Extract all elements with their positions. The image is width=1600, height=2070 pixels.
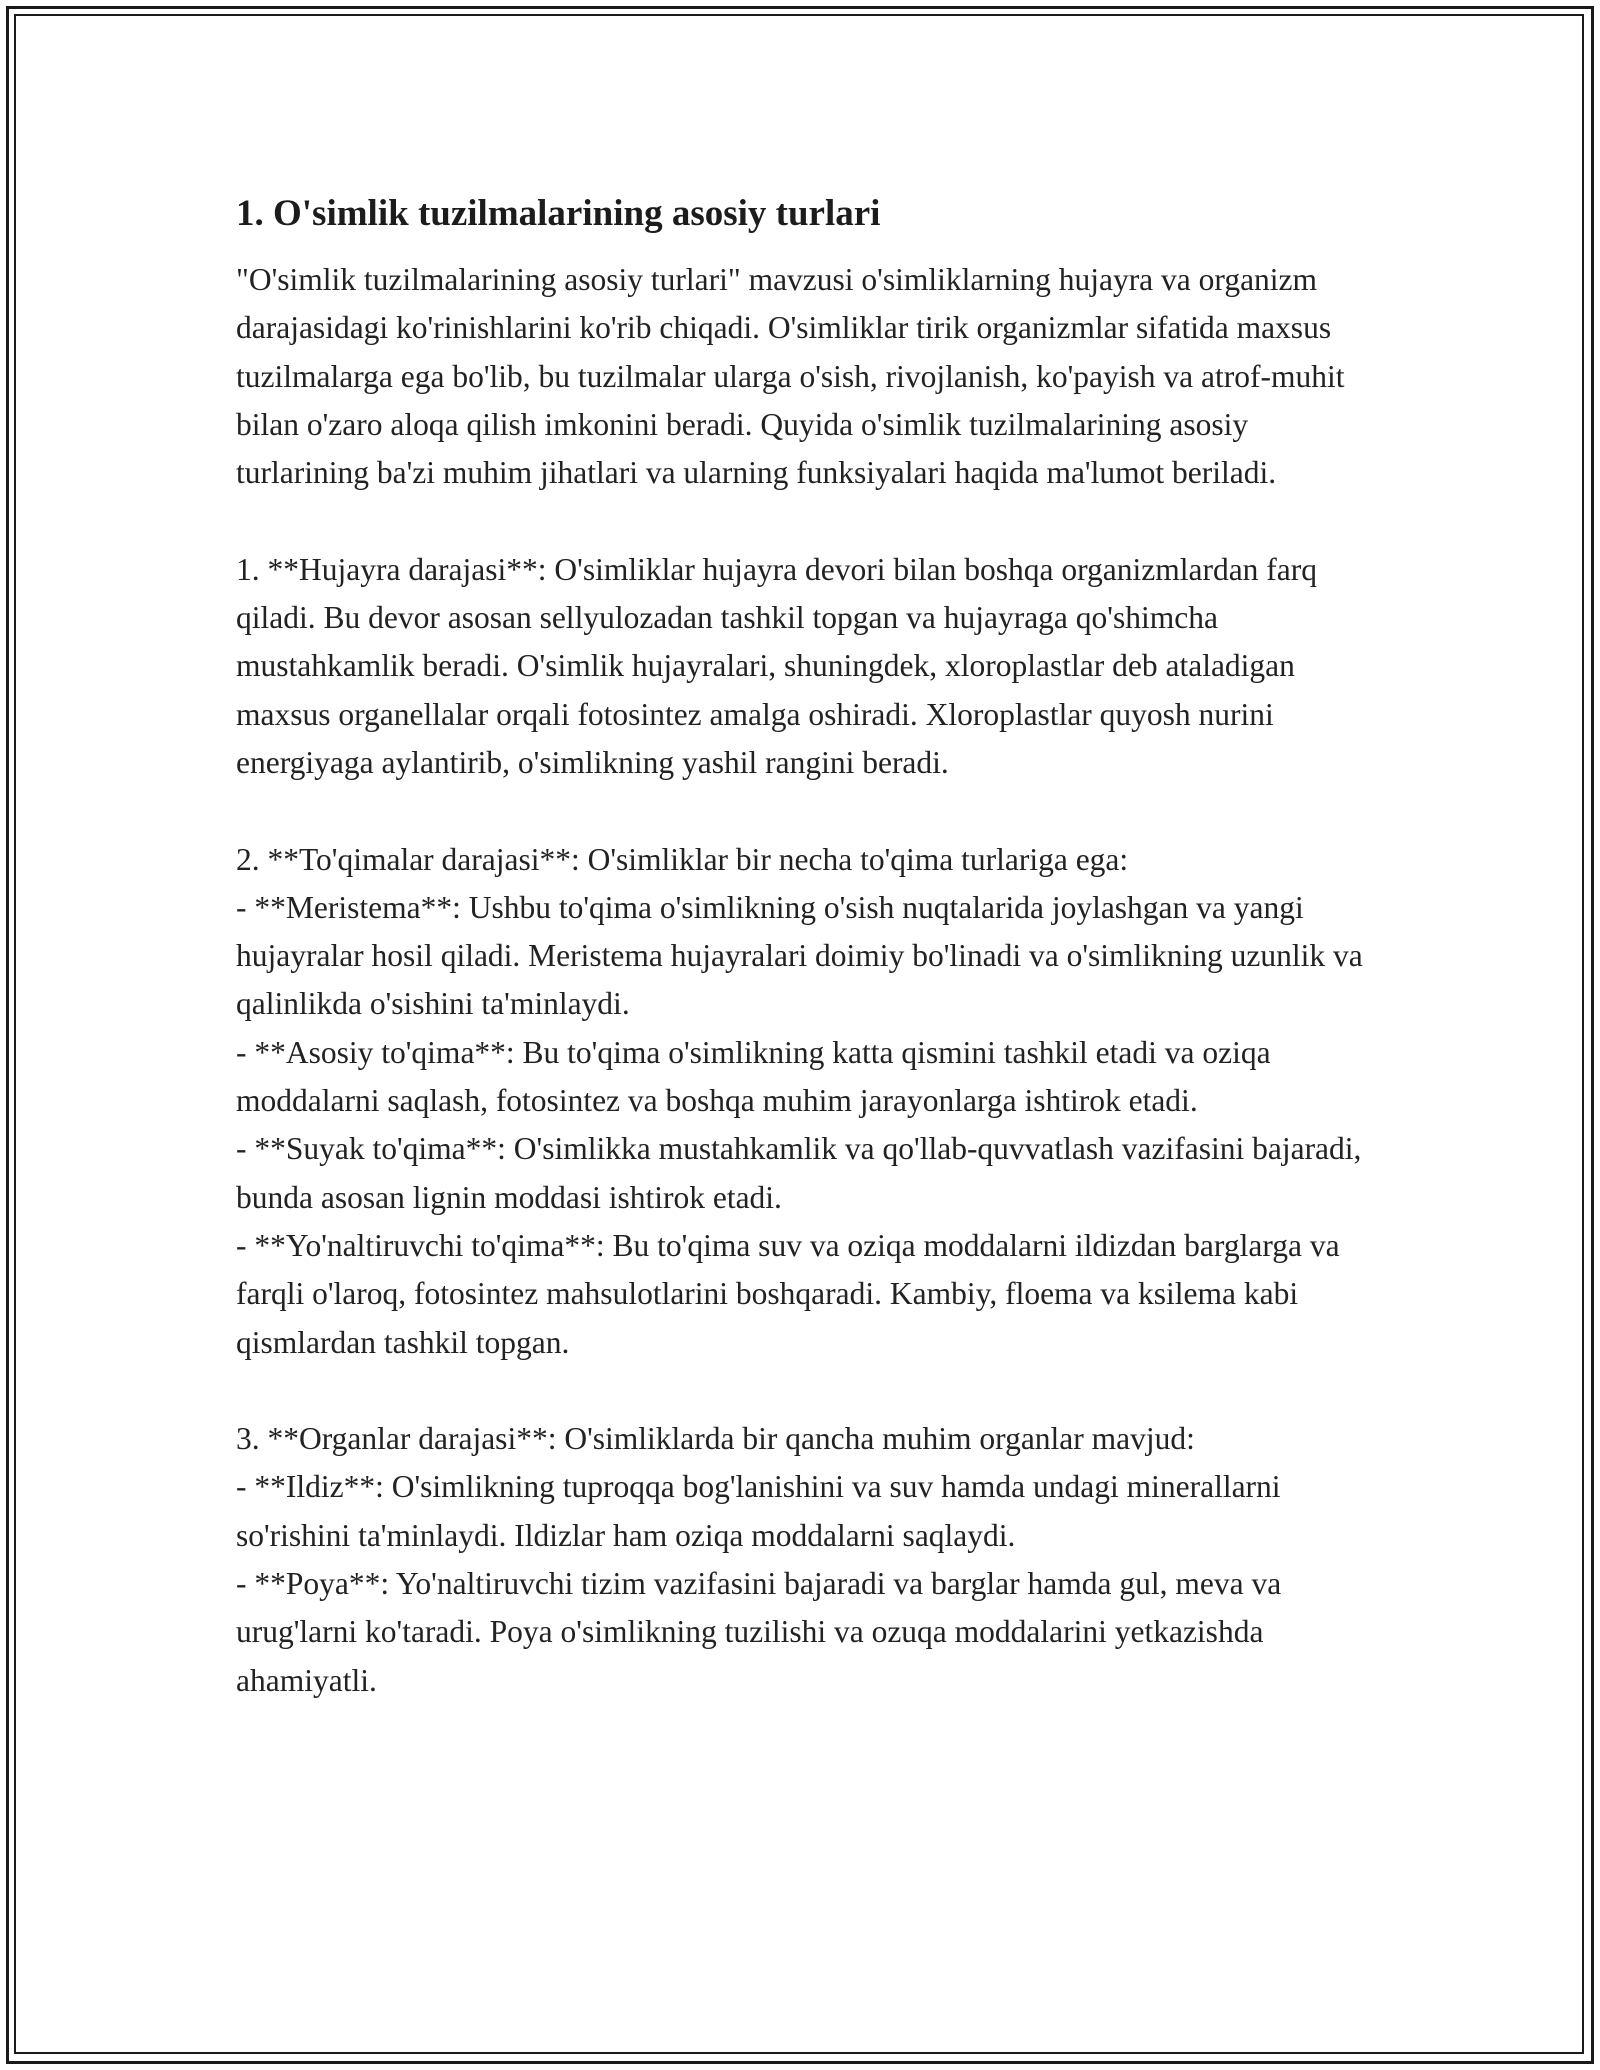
document-body — [236, 186, 1366, 1705]
paragraph-gap — [236, 787, 1366, 835]
intro-paragraph: "O'simlik tuzilmalarining asosiy turlari" mavzusi o'simliklarning hujayra va organizm darajasidagi ko'rinishlarini ko'rib chiqadi. O'simliklar tirik organizmlar sifatida maxsus tuzilmalarga ega bo'lib, bu tuzilmalar ularga o'sish, rivojlanish, ko'payish va atrof-muhit bilan o'zaro aloqa qilish imkonini beradi. Quyida o'simlik tuzilmalarining asosiy turlarining ba'zi muhim jihatlari va ularning funksiyalari haqida ma'lumot beriladi. — [236, 262, 1345, 491]
paragraph-gap — [236, 1367, 1366, 1415]
paragraph-gap — [236, 497, 1366, 545]
cell-level-paragraph: 1. **Hujayra darajasi**: O'simliklar hujayra devori bilan boshqa organizmlardan farq qiladi. Bu devor asosan sellyulozadan tashkil topgan va hujayraga qo'shimcha mustahkamlik beradi. O'simlik hujayralari, shuningdek, xloroplastlar deb ataladigan maxsus organellalar orqali fotosintez amalga oshiradi. Xloroplastlar quyosh nurini energiyaga aylantirib, o'simlikning yashil rangini beradi. — [236, 551, 1318, 780]
organ-level-paragraph: 3. **Organlar darajasi**: O'simliklarda bir qancha muhim organlar mavjud: - **Ildiz**: O'simlikning tuproqqa bog'lanishini va suv hamda undagi minerallarni so'rishini ta'minlaydi. Ildizlar ham oziqa moddalarni saqlaydi. - **Poya**: Yo'naltiruvchi tizim vazifasini bajaradi va barglar hamda gul, meva va urug'larni ko'taradi. Poya o'simlikning tuzilishi va ozuqa moddalarini yetkazishda ahamiyatli. — [236, 1421, 1282, 1698]
document-title: 1. O'simlik tuzilmalarining asosiy turlari — [236, 193, 881, 234]
tissue-level-paragraph: 2. **To'qimalar darajasi**: O'simliklar bir necha to'qima turlariga ega: - **Meristema**: Ushbu to'qima o'simlikning o'sish nuqtalarida joylashgan va yangi hujayralar hosil qiladi. Meristema hujayralari doimiy bo'linadi va o'simlikning uzunlik va qalinlikda o'sishini ta'minlaydi. - **Asosiy to'qima**: Bu to'qima o'simlikning katta qismini tashkil etadi va oziqa moddalarni saqlash, fotosintez va boshqa muhim jarayonlarga ishtirok etadi. - **Suyak to'qima**: O'simlikka mustahkamlik va qo'llab-quvvatlash vazifasini bajaradi, bunda asosan lignin moddasi ishtirok etadi. - **Yo'naltiruvchi to'qima**: Bu to'qima suv va oziqa moddalarni ildizdan barglarga va farqli o'laroq, fotosintez mahsulotlarini boshqaradi. Kambiy, floema va ksilema kabi qismlardan tashkil topgan. — [236, 841, 1363, 1360]
